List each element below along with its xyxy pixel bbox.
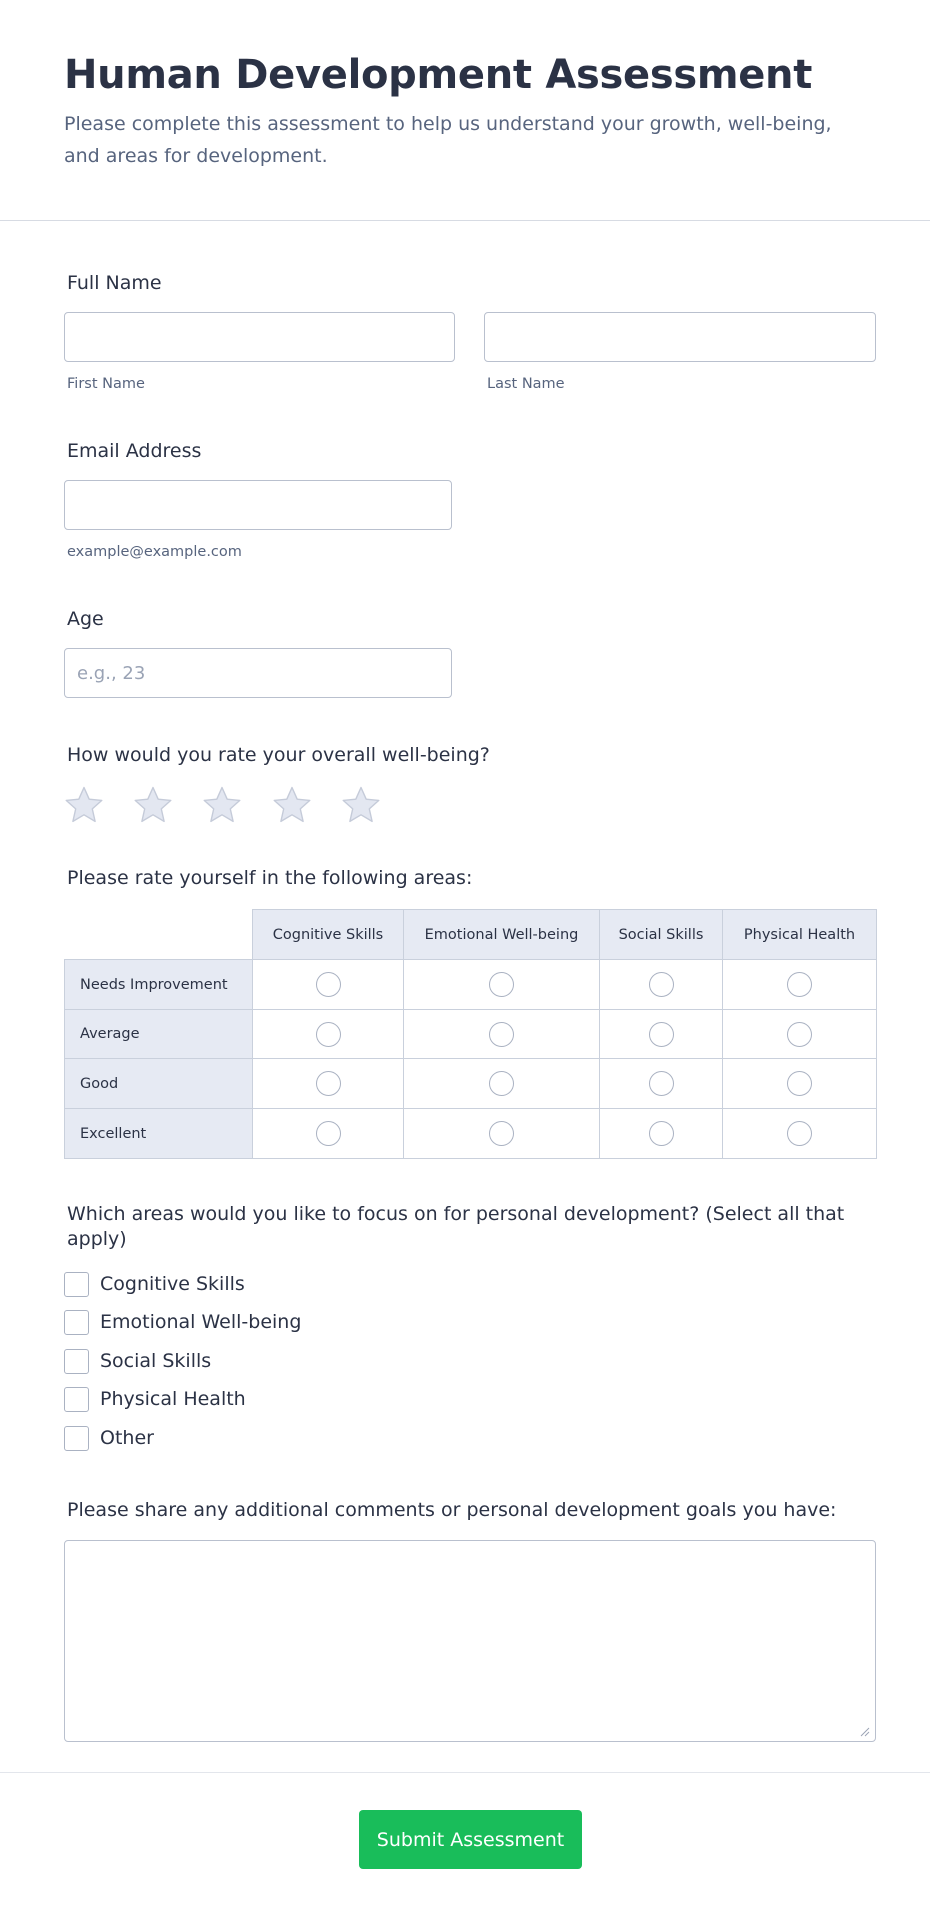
matrix-radio-button[interactable] [649,1121,674,1146]
age-input[interactable] [64,648,452,698]
matrix-radio-button[interactable] [649,1022,674,1047]
first-name-sublabel: First Name [67,376,145,392]
matrix-column-header: Physical Health [722,909,877,960]
matrix-cell [599,959,723,1010]
matrix-row-label: Needs Improvement [64,959,253,1010]
matrix-radio-button[interactable] [787,1022,812,1047]
matrix-cell [252,1108,404,1159]
matrix-cell [403,1009,600,1059]
focus-option[interactable] [64,1309,301,1335]
resize-grip-icon[interactable] [858,1725,870,1737]
matrix-column-header: Cognitive Skills [252,909,404,960]
page-title: Human Development Assessment [64,52,813,98]
matrix-label: Please rate yourself in the following areas: [67,867,473,889]
star-3-icon[interactable] [202,785,242,825]
star-5-icon[interactable] [341,785,381,825]
matrix-radio-button[interactable] [316,972,341,997]
matrix-cell [722,959,877,1010]
wellbeing-label: How would you rate your overall well-being? [67,744,490,766]
rating-matrix [64,909,876,1158]
matrix-cell [722,1009,877,1059]
matrix-radio-button[interactable] [316,1121,341,1146]
matrix-column-header: Emotional Well-being [403,909,600,960]
matrix-cell [403,1058,600,1109]
focus-checkbox[interactable] [64,1310,89,1335]
last-name-sublabel: Last Name [487,376,565,392]
matrix-radio-button[interactable] [489,1071,514,1096]
focus-option[interactable] [64,1386,246,1412]
focus-option-label: Other [100,1427,154,1449]
focus-option-label: Physical Health [100,1388,246,1410]
matrix-cell [252,1058,404,1109]
matrix-radio-button[interactable] [316,1071,341,1096]
matrix-radio-button[interactable] [489,1022,514,1047]
first-name-input[interactable] [64,312,455,362]
matrix-row-label: Excellent [64,1108,253,1159]
focus-option[interactable] [64,1425,154,1451]
comments-label: Please share any additional comments or personal development goals you have: [67,1499,837,1521]
focus-option-label: Social Skills [100,1350,212,1372]
matrix-cell [722,1058,877,1109]
matrix-column-header: Social Skills [599,909,723,960]
last-name-input[interactable] [484,312,876,362]
focus-option[interactable] [64,1271,245,1297]
email-sublabel: example@example.com [67,544,242,560]
matrix-radio-button[interactable] [787,1071,812,1096]
star-1-icon[interactable] [64,785,104,825]
matrix-radio-button[interactable] [649,1071,674,1096]
email-input[interactable] [64,480,452,530]
focus-checkbox[interactable] [64,1387,89,1412]
focus-checkbox[interactable] [64,1349,89,1374]
full-name-label: Full Name [67,272,162,294]
focus-option[interactable] [64,1348,211,1374]
page-subtitle: Please complete this assessment to help us understand your growth, well-being, and areas for development. [64,113,832,167]
form-header [0,0,930,221]
matrix-radio-button[interactable] [489,1121,514,1146]
matrix-cell [252,1009,404,1059]
star-4-icon[interactable] [272,785,312,825]
matrix-row-label: Good [64,1058,253,1109]
matrix-radio-button[interactable] [787,1121,812,1146]
matrix-cell [252,959,404,1010]
focus-option-label: Cognitive Skills [100,1273,245,1295]
submit-button[interactable]: Submit Assessment [359,1810,582,1869]
matrix-row-label: Average [64,1009,253,1059]
matrix-radio-button[interactable] [787,972,812,997]
focus-checkbox[interactable] [64,1272,89,1297]
matrix-cell [403,959,600,1010]
matrix-cell [599,1009,723,1059]
focus-option-label: Emotional Well-being [100,1311,302,1333]
matrix-cell [722,1108,877,1159]
comments-textarea[interactable] [64,1540,876,1742]
matrix-cell [599,1108,723,1159]
age-label: Age [67,608,104,630]
star-2-icon[interactable] [133,785,173,825]
focus-checkbox[interactable] [64,1426,89,1451]
matrix-cell [599,1058,723,1109]
matrix-radio-button[interactable] [489,972,514,997]
matrix-cell [403,1108,600,1159]
matrix-radio-button[interactable] [316,1022,341,1047]
focus-label: Which areas would you like to focus on for personal development? (Select all that apply) [67,1203,845,1250]
email-label: Email Address [67,440,202,462]
matrix-radio-button[interactable] [649,972,674,997]
